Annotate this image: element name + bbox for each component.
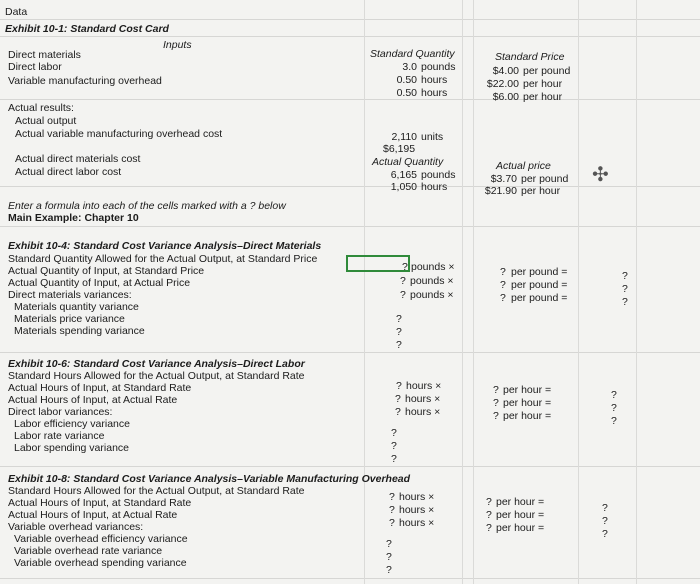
enter-formula-note[interactable]: Enter a formula into each of the cells marked with a ? below	[8, 200, 286, 212]
ex4-var-2[interactable]: ?	[396, 326, 402, 338]
ex8-result-1[interactable]: ?	[602, 502, 608, 514]
ex8-ph-2[interactable]: per hour =	[496, 509, 545, 521]
ex8-ph-1[interactable]: per hour =	[496, 496, 545, 508]
ex6-q1[interactable]: ?	[396, 380, 402, 392]
voh-qty[interactable]: 0.50	[396, 87, 417, 99]
act-dm-cost-label[interactable]: Actual direct materials cost	[15, 153, 141, 165]
ex4-pp-3[interactable]: per pound =	[511, 292, 568, 304]
ex6-hours-2[interactable]: hours ×	[405, 393, 441, 405]
ex6-hours-3[interactable]: hours ×	[405, 406, 441, 418]
voh-price-unit[interactable]: per hour	[523, 91, 563, 103]
act-dm-qty[interactable]: 6,165	[390, 169, 417, 181]
grid-row	[0, 36, 700, 37]
ex8-row-3[interactable]: Actual Hours of Input, at Actual Rate	[8, 509, 178, 521]
act-dl-cost-label[interactable]: Actual direct labor cost	[15, 166, 122, 178]
ex6-row-1[interactable]: Standard Hours Allowed for the Actual Output, at Standard Rate	[8, 370, 305, 382]
voh-label[interactable]: Variable manufacturing overhead	[8, 75, 162, 87]
ex4-pp-q2[interactable]: ?	[500, 279, 506, 291]
ex4-var-3[interactable]: ?	[396, 339, 402, 351]
ex4-row-7[interactable]: Materials spending variance	[14, 325, 145, 337]
ex4-pp-1[interactable]: per pound =	[511, 266, 568, 278]
ex6-q3[interactable]: ?	[395, 406, 401, 418]
ex4-var-1[interactable]: ?	[396, 313, 402, 325]
ex6-hours-1[interactable]: hours ×	[406, 380, 442, 392]
ex8-row-1[interactable]: Standard Hours Allowed for the Actual Output, at Standard Rate	[8, 485, 305, 497]
act-dl-qty[interactable]: 1,050	[390, 181, 417, 193]
ex6-result-1[interactable]: ?	[611, 389, 617, 401]
ex8-q1[interactable]: ?	[389, 491, 395, 503]
plus-cursor-icon: ✣	[592, 164, 609, 186]
actual-results-label[interactable]: Actual results:	[8, 102, 74, 114]
dl-qty[interactable]: 0.50	[396, 74, 417, 86]
ex6-var-2[interactable]: ?	[391, 440, 397, 452]
ex8-hours-1[interactable]: hours ×	[399, 491, 435, 503]
std-price-header[interactable]: Standard Price	[495, 51, 565, 63]
ex6-result-3[interactable]: ?	[611, 415, 617, 427]
output-value[interactable]: 2,110	[391, 131, 417, 143]
ex8-result-2[interactable]: ?	[602, 515, 608, 527]
ex8-var-1[interactable]: ?	[386, 538, 392, 550]
grid-col	[364, 0, 365, 584]
ex6-q2[interactable]: ?	[395, 393, 401, 405]
grid-row	[0, 19, 700, 20]
ex4-row-3[interactable]: Actual Quantity of Input, at Actual Price	[8, 277, 191, 289]
dl-price[interactable]: $22.00	[486, 78, 519, 90]
inputs-label[interactable]: Inputs	[163, 39, 192, 51]
grid-row	[0, 466, 700, 467]
ex8-row-5[interactable]: Variable overhead efficiency variance	[14, 533, 188, 545]
ex4-q3[interactable]: ?	[400, 289, 406, 301]
dm-price[interactable]: $4.00	[492, 65, 519, 77]
grid-row	[0, 226, 700, 227]
ex8-ph-q1[interactable]: ?	[486, 496, 492, 508]
ex8-ph-q3[interactable]: ?	[486, 522, 492, 534]
act-dl-price[interactable]: $21.90	[484, 185, 517, 197]
ex8-result-3[interactable]: ?	[602, 528, 608, 540]
ex4-pounds-1[interactable]: pounds ×	[411, 261, 455, 273]
main-example-label[interactable]: Main Example: Chapter 10	[8, 212, 139, 224]
grid-col	[636, 0, 637, 584]
ex4-row-2[interactable]: Actual Quantity of Input, at Standard Price	[8, 265, 205, 277]
ex4-result-1[interactable]: ?	[622, 270, 628, 282]
sheet-title[interactable]: Data	[5, 6, 28, 18]
ex6-var-1[interactable]: ?	[391, 427, 397, 439]
act-dl-qty-unit[interactable]: hours	[421, 181, 448, 193]
ex6-row-7[interactable]: Labor spending variance	[14, 442, 129, 454]
ex4-row-4[interactable]: Direct materials variances:	[8, 289, 132, 301]
ex4-pp-2[interactable]: per pound =	[511, 279, 568, 291]
grid-col	[578, 0, 579, 584]
voh-cost-value[interactable]: $6,195	[383, 143, 416, 155]
act-dm-qty-unit[interactable]: pounds	[421, 169, 456, 181]
ex8-var-3[interactable]: ?	[386, 564, 392, 576]
dm-label[interactable]: Direct materials	[8, 49, 81, 61]
grid-row	[0, 578, 700, 579]
voh-qty-unit[interactable]: hours	[421, 87, 448, 99]
ex6-row-5[interactable]: Labor efficiency variance	[14, 418, 130, 430]
ex8-q2[interactable]: ?	[389, 504, 395, 516]
exhibit-6-title[interactable]: Exhibit 10-6: Standard Cost Variance Analysis–Direct Labor	[8, 358, 305, 370]
ex8-hours-2[interactable]: hours ×	[399, 504, 435, 516]
ex4-row-1[interactable]: Standard Quantity Allowed for the Actual Output, at Standard Price	[8, 253, 318, 265]
ex8-row-4[interactable]: Variable overhead variances:	[8, 521, 144, 533]
ex6-ph-2[interactable]: per hour =	[503, 397, 552, 409]
act-price-header[interactable]: Actual price	[496, 160, 551, 172]
ex6-ph-q2[interactable]: ?	[493, 397, 499, 409]
ex6-ph-1[interactable]: per hour =	[503, 384, 552, 396]
ex6-result-2[interactable]: ?	[611, 402, 617, 414]
dm-qty[interactable]: 3.0	[402, 61, 417, 73]
ex8-q3[interactable]: ?	[389, 517, 395, 529]
ex6-row-6[interactable]: Labor rate variance	[14, 430, 105, 442]
act-qty-header[interactable]: Actual Quantity	[372, 156, 444, 168]
ex8-row-2[interactable]: Actual Hours of Input, at Standard Rate	[8, 497, 192, 509]
exhibit-1-title[interactable]: Exhibit 10-1: Standard Cost Card	[5, 23, 169, 35]
ex6-row-4[interactable]: Direct labor variances:	[8, 406, 113, 418]
act-dm-price[interactable]: $3.70	[490, 173, 517, 185]
dl-price-unit[interactable]: per hour	[523, 78, 563, 90]
ex4-row-5[interactable]: Materials quantity variance	[14, 301, 139, 313]
actual-voh-label[interactable]: Actual variable manufacturing overhead cost	[15, 128, 223, 140]
ex6-ph-q1[interactable]: ?	[493, 384, 499, 396]
selected-cell[interactable]	[346, 255, 410, 272]
ex4-pp-q1[interactable]: ?	[500, 266, 506, 278]
ex4-pounds-2[interactable]: pounds ×	[410, 275, 454, 287]
ex6-var-3[interactable]: ?	[391, 453, 397, 465]
output-unit[interactable]: units	[421, 131, 444, 143]
dm-qty-unit[interactable]: pounds	[421, 61, 456, 73]
ex4-pp-q3[interactable]: ?	[500, 292, 506, 304]
exhibit-4-title[interactable]: Exhibit 10-4: Standard Cost Variance Analysis–Direct Materials	[8, 240, 322, 252]
dm-price-unit[interactable]: per pound	[523, 65, 571, 77]
ex4-result-3[interactable]: ?	[622, 296, 628, 308]
ex8-ph-3[interactable]: per hour =	[496, 522, 545, 534]
ex6-ph-3[interactable]: per hour =	[503, 410, 552, 422]
ex4-q2[interactable]: ?	[400, 275, 406, 287]
ex8-hours-3[interactable]: hours ×	[399, 517, 435, 529]
ex4-q1[interactable]: ?	[402, 261, 408, 273]
ex8-ph-q2[interactable]: ?	[486, 509, 492, 521]
ex4-result-2[interactable]: ?	[622, 283, 628, 295]
grid-col	[462, 0, 463, 584]
actual-output-label[interactable]: Actual output	[15, 115, 77, 127]
ex6-ph-q3[interactable]: ?	[493, 410, 499, 422]
act-dl-price-unit[interactable]: per hour	[521, 185, 561, 197]
grid-row	[0, 352, 700, 353]
dl-qty-unit[interactable]: hours	[421, 74, 448, 86]
ex4-pounds-3[interactable]: pounds ×	[410, 289, 454, 301]
dl-label[interactable]: Direct labor	[8, 61, 62, 73]
grid-col	[473, 0, 474, 584]
ex4-row-6[interactable]: Materials price variance	[14, 313, 125, 325]
ex6-row-3[interactable]: Actual Hours of Input, at Actual Rate	[8, 394, 178, 406]
grid-row	[0, 99, 700, 100]
voh-price[interactable]: $6.00	[492, 91, 519, 103]
std-qty-header[interactable]: Standard Quantity	[370, 48, 455, 60]
ex8-var-2[interactable]: ?	[386, 551, 392, 563]
exhibit-8-title[interactable]: Exhibit 10-8: Standard Cost Variance Analysis–Variable Manufacturing Overhead	[8, 473, 411, 485]
ex8-row-7[interactable]: Variable overhead spending variance	[14, 557, 187, 569]
ex6-row-2[interactable]: Actual Hours of Input, at Standard Rate	[8, 382, 192, 394]
ex8-row-6[interactable]: Variable overhead rate variance	[14, 545, 163, 557]
act-dm-price-unit[interactable]: per pound	[521, 173, 569, 185]
